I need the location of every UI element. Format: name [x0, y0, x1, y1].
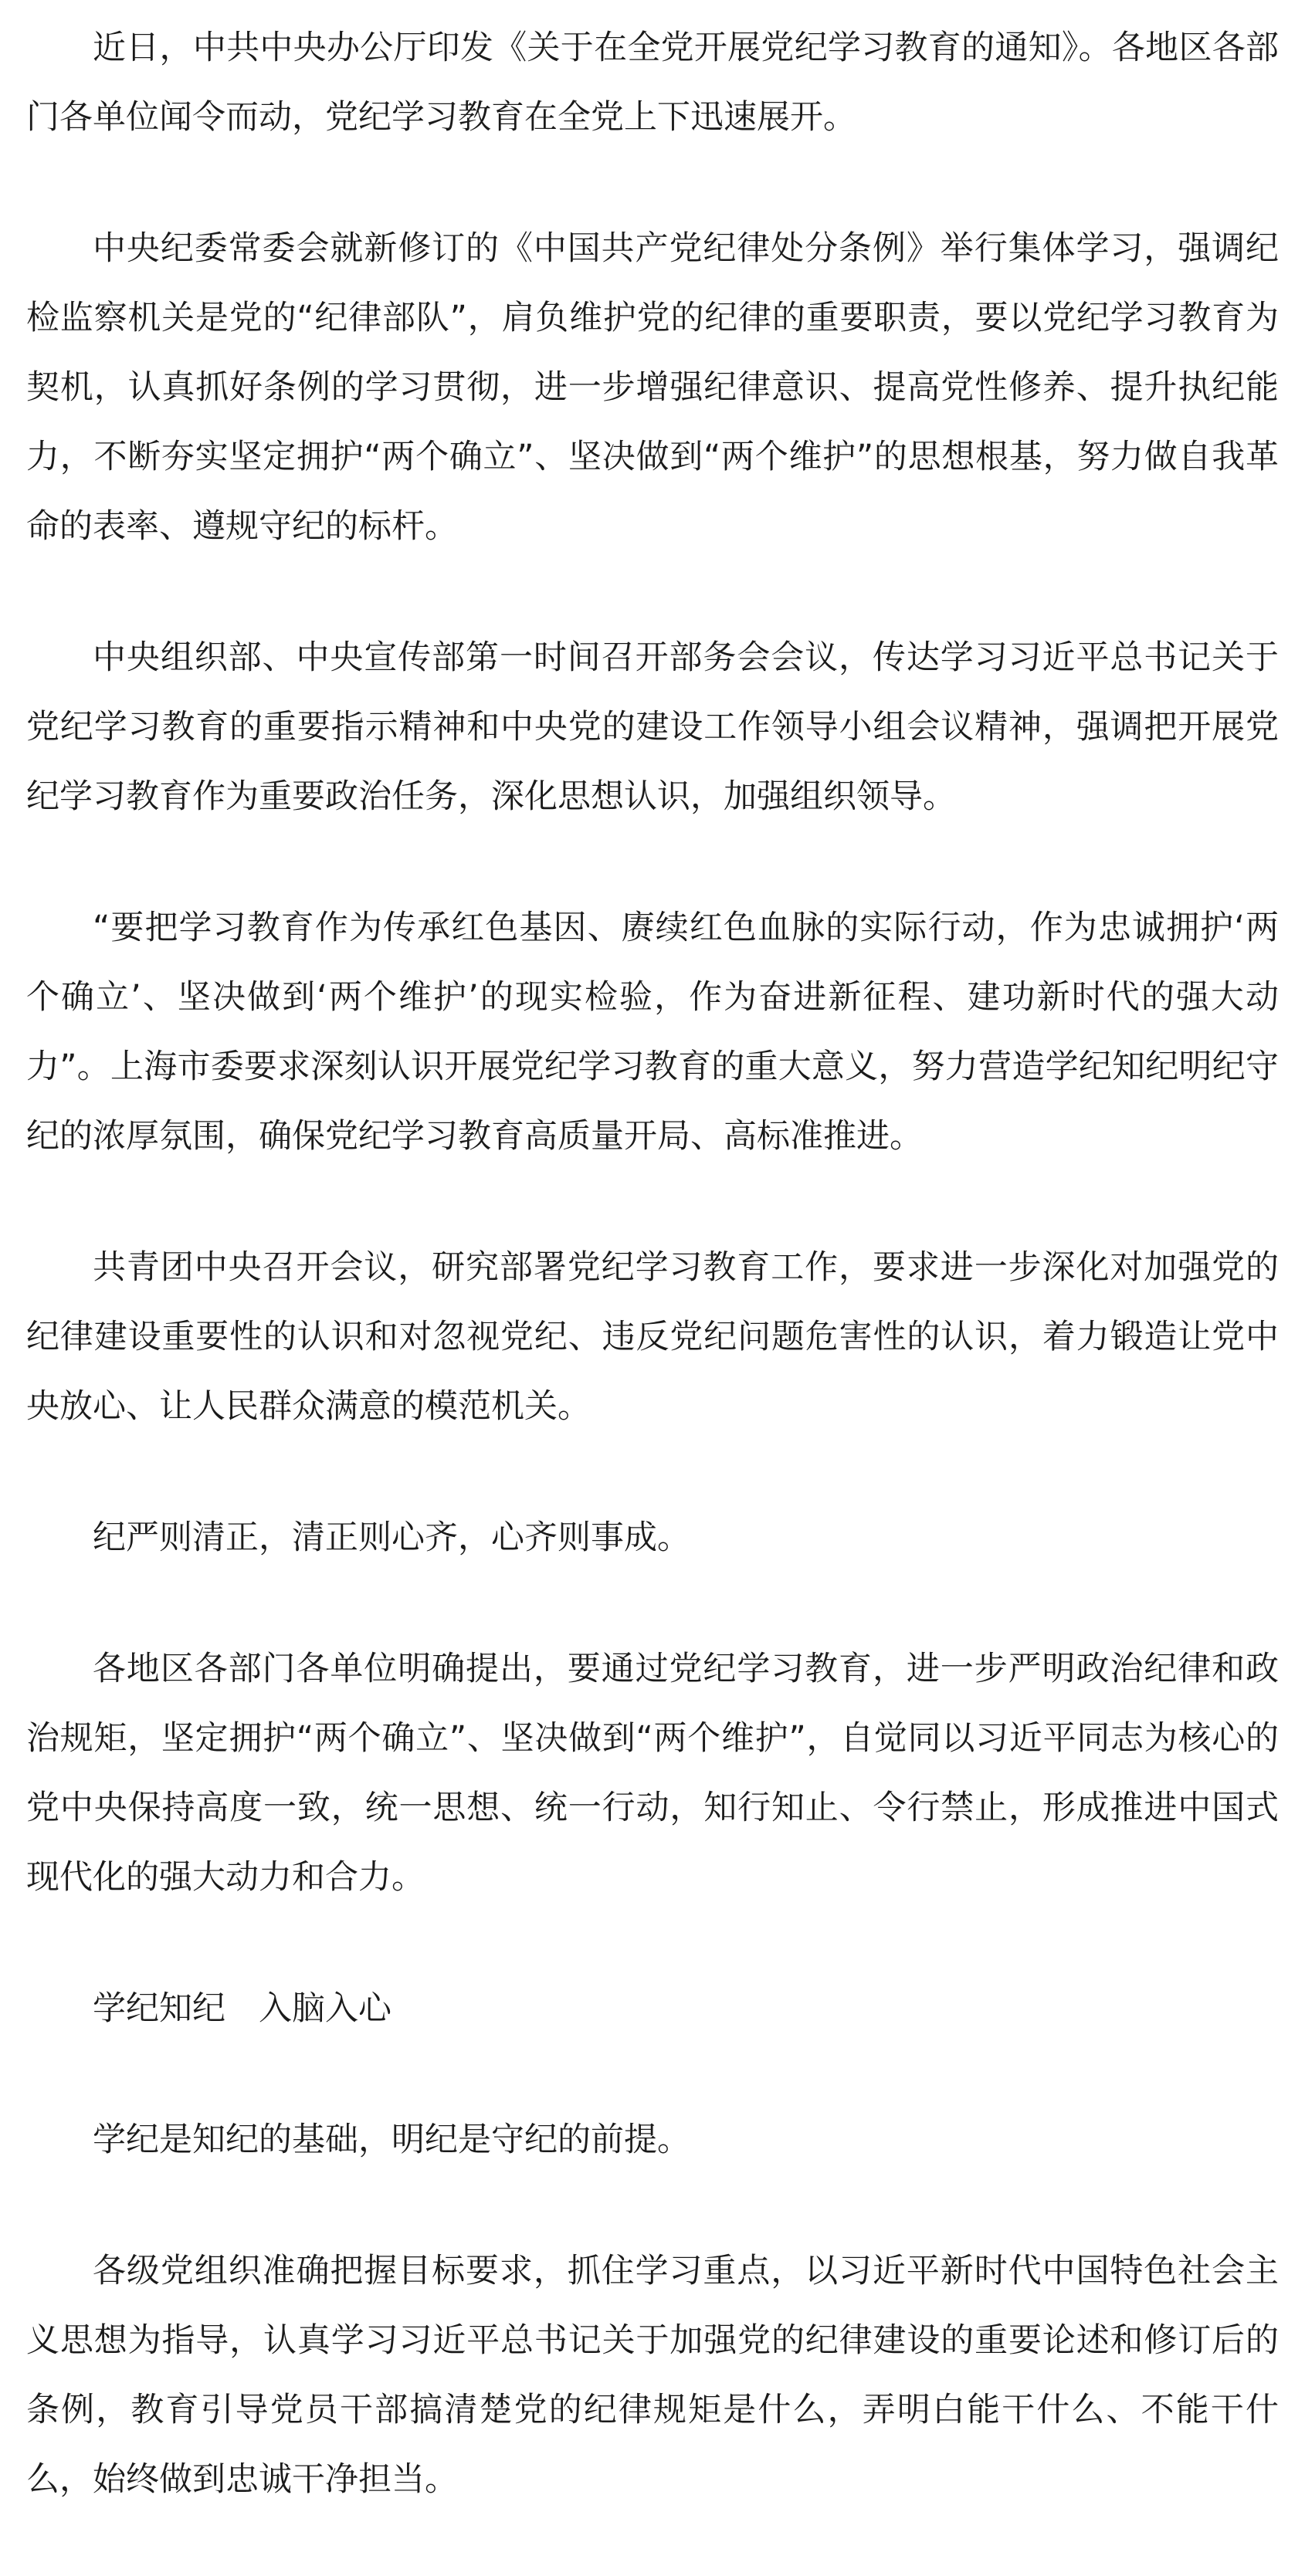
paragraph-7: 各地区各部门各单位明确提出，要通过党纪学习教育，进一步严明政治纪律和政治规矩，坚定拥护“两个确立”、坚决做到“两个维护”，自觉同以习近平同志为核心的党中央保持高度一致，统一思想、统一行动，知行知止、令行禁止，形成推进中国式现代化的强大动力和合力。 — [26, 1650, 1279, 1897]
section-heading: 学纪知纪 入脑入心 — [93, 1989, 392, 2028]
article-body — [26, 0, 1279, 2576]
paragraph-9: 学纪是知纪的基础，明纪是守纪的前提。 — [93, 2121, 690, 2159]
paragraph-1: 近日，中共中央办公厅印发《关于在全党开展党纪学习教育的通知》。各地区各部门各单位闻令而动，党纪学习教育在全党上下迅速展开。 — [26, 29, 1279, 137]
paragraph-10: 各级党组织准确把握目标要求，抓住学习重点，以习近平新时代中国特色社会主义思想为指导，认真学习习近平总书记关于加强党的纪律建设的重要论述和修订后的条例，教育引导党员干部搞清楚党的纪律规矩是什么，弄明白能干什么、不能干什么，始终做到忠诚干净担当。 — [26, 2252, 1279, 2499]
paragraph-2: 中央纪委常委会就新修订的《中国共产党纪律处分条例》举行集体学习，强调纪检监察机关是党的“纪律部队”，肩负维护党的纪律的重要职责，要以党纪学习教育为契机，认真抓好条例的学习贯彻，进一步增强纪律意识、提高党性修养、提升执纪能力，不断夯实坚定拥护“两个确立”、坚决做到“两个维护”的思想根基，努力做自我革命的表率、遵规守纪的标杆。 — [26, 229, 1279, 546]
paragraph-6: 纪严则清正，清正则心齐，心齐则事成。 — [93, 1518, 690, 1557]
paragraph-4: “要把学习教育作为传承红色基因、赓续红色血脉的实际行动，作为忠诚拥护‘两个确立’、坚决做到‘两个维护’的现实检验，作为奋进新征程、建功新时代的强大动力”。上海市委要求深刻认识开展党纪学习教育的重大意义，努力营造学纪知纪明纪守纪的浓厚氛围，确保党纪学习教育高质量开局、高标准推进。 — [26, 909, 1279, 1156]
paragraph-5: 共青团中央召开会议，研究部署党纪学习教育工作，要求进一步深化对加强党的纪律建设重要性的认识和对忽视党纪、违反党纪问题危害性的认识，着力锻造让党中央放心、让人民群众满意的模范机关。 — [26, 1248, 1279, 1426]
paragraph-3: 中央组织部、中央宣传部第一时间召开部务会会议，传达学习习近平总书记关于党纪学习教育的重要指示精神和中央党的建设工作领导小组会议精神，强调把开展党纪学习教育作为重要政治任务，深化思想认识，加强组织领导。 — [26, 638, 1279, 816]
